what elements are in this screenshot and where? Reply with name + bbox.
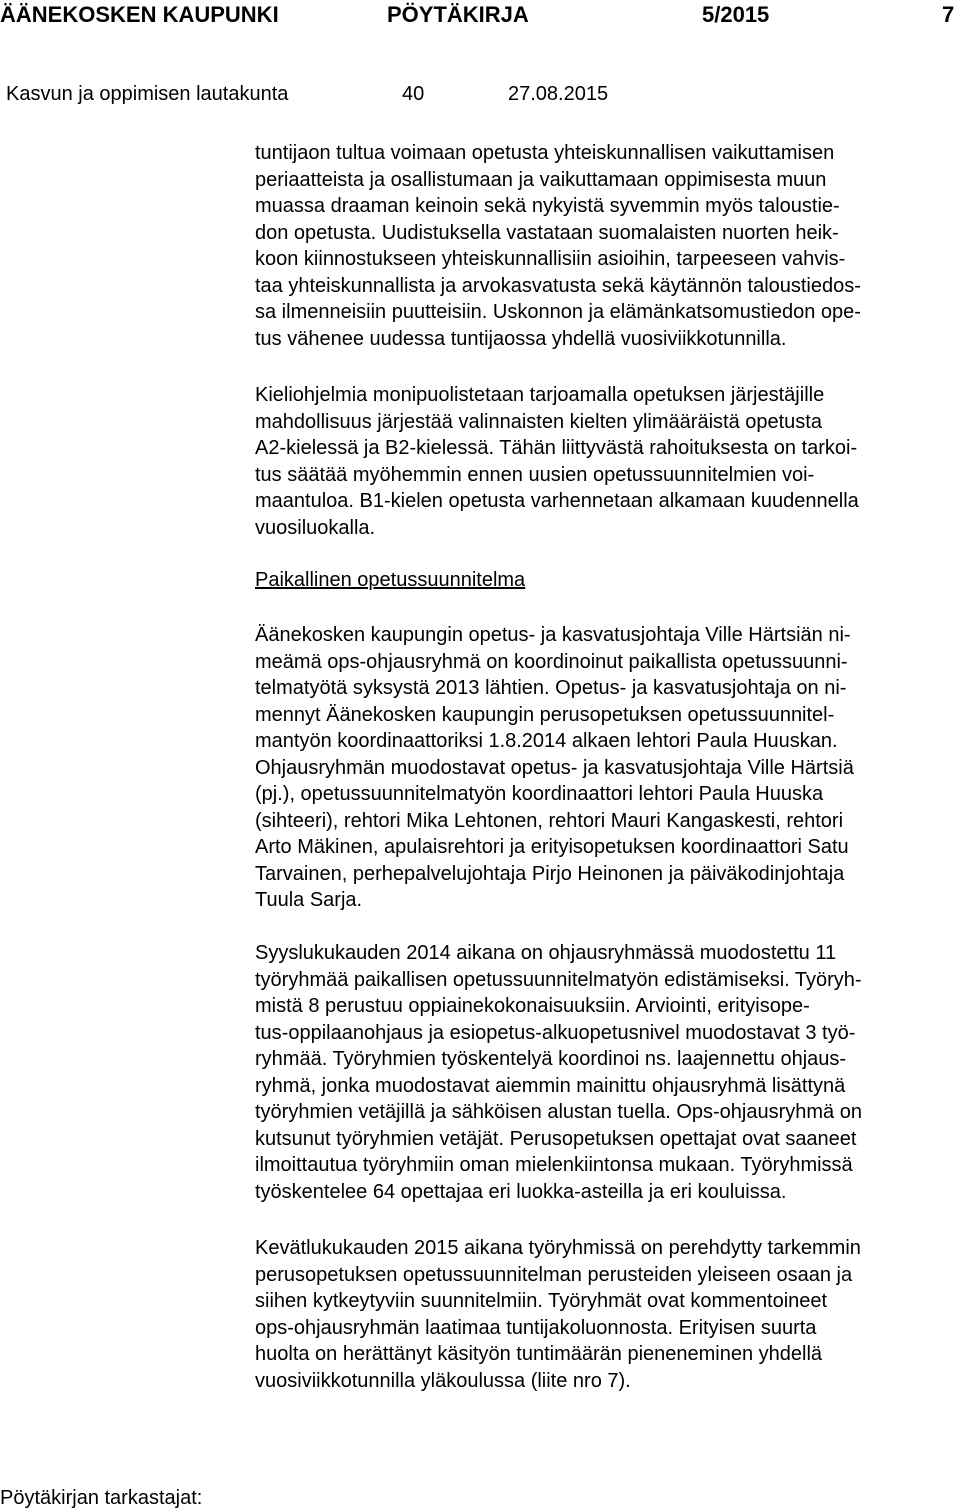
text-line: tus vähenee uudessa tuntijaossa yhdellä vuosiviikkotunnilla. [255, 327, 787, 350]
paragraph-language-programs [255, 382, 960, 541]
text-line: koon kiinnostukseen yhteiskunnallisiin asioihin, tarpeeseen vahvis- [255, 248, 846, 270]
meeting-date: 27.08.2015 [508, 83, 609, 105]
text-line: A2-kielessä ja B2-kielessä. Tähän liittyvästä rahoituksesta on tarkoi- [255, 437, 858, 459]
text-line: periaatteista ja osallistumaan ja vaikuttamaan oppimisesta muun [255, 168, 827, 191]
committee-name: Kasvun ja oppimisen lautakunta [6, 83, 289, 105]
paragraph-steering-group [255, 622, 960, 914]
page-number: 7 [942, 2, 955, 27]
text-line: Tuula Sarja. [255, 889, 363, 911]
text-line: Äänekosken kaupungin opetus- ja kasvatusjohtaja Ville Härtsiän ni- [255, 624, 851, 646]
paragraph-spring-2015 [255, 1235, 960, 1394]
text-line: työryhmien vetäjillä ja sähköisen alustan tuella. Ops-ohjausryhmä on [255, 1101, 862, 1123]
document-type: PÖYTÄKIRJA [387, 2, 529, 27]
text-line: työskentelee 64 opettajaa eri luokka-asteilla ja eri kouluissa. [255, 1180, 787, 1203]
text-line: mantyön koordinaattoriksi 1.8.2014 alkaen lehtori Paula Huuskan. [255, 730, 838, 752]
text-line: taa yhteiskunnallista ja arvokasvatusta sekä käytännön taloustiedos- [255, 274, 861, 297]
text-line: ops-ohjausryhmän laatimaa tuntijakoluonnosta. Erityisen suurta [255, 1316, 817, 1339]
text-line: Arto Mäkinen, apulaisrehtori ja erityisopetuksen koordinaattori Satu [255, 836, 849, 858]
text-line: sa ilmenneisiin puutteisiin. Uskonnon ja elämänkatsomustiedon ope- [255, 301, 861, 323]
text-line: mennyt Äänekosken kaupungin perusopetuksen opetussuunnitel- [255, 703, 835, 726]
text-line: ryhmä, jonka muodostavat aiemmin mainittu ohjausryhmä lisättynä [255, 1074, 846, 1097]
text-line: huolta on herättänyt käsityön tuntimäärän pieneneminen yhdellä [255, 1343, 823, 1365]
section-number: 40 [402, 83, 425, 105]
paragraph-autumn-2014 [255, 940, 960, 1205]
text-line: kutsunut työryhmien vetäjät. Perusopetuksen opettajat ovat saaneet [255, 1127, 857, 1150]
text-line: don opetusta. Uudistuksella vastataan suomalaisten nuorten heik- [255, 221, 839, 244]
text-line: tus-oppilaanohjaus ja esiopetus-alkuopetusnivel muodostavat 3 työ- [255, 1021, 856, 1044]
organization-name: ÄÄNEKOSKEN KAUPUNKI [0, 2, 279, 27]
text-line: meämä ops-ohjausryhmä on koordinoinut paikallista opetussuunni- [255, 650, 848, 673]
text-line: työryhmää paikallisen opetussuunnitelmatyön edistämiseksi. Työryh- [255, 968, 862, 991]
text-line: vuosiviikkotunnilla yläkoulussa (liite nro 7). [255, 1369, 631, 1392]
text-line: muassa draaman keinoin sekä nykyistä syvemmin myös taloustie- [255, 195, 840, 217]
section-heading [255, 567, 960, 594]
text-line: mahdollisuus järjestää valinnaisten kielten ylimääräistä opetusta [255, 410, 822, 433]
text-line: (sihteeri), rehtori Mika Lehtonen, rehtori Mauri Kangaskesti, rehtori [255, 809, 844, 832]
text-line: ilmoittautua työryhmiin oman mielenkiintonsa mukaan. Työryhmissä [255, 1154, 853, 1176]
text-line: Ohjausryhmän muodostavat opetus- ja kasvatusjohtaja Ville Härtsiä [255, 756, 854, 779]
text-line: Kieliohjelmia monipuolistetaan tarjoamalla opetuksen järjestäjille [255, 384, 825, 406]
heading-text: Paikallinen opetussuunnitelma [255, 569, 526, 591]
text-line: maantuloa. B1-kielen opetusta varhennetaan alkamaan kuudennella [255, 490, 859, 512]
document-number: 5/2015 [702, 2, 770, 27]
minutes-checkers-label: Pöytäkirjan tarkastajat: [0, 1487, 203, 1509]
text-line: tuntijaon tultua voimaan opetusta yhteiskunnallisen vaikuttamisen [255, 142, 835, 164]
text-line: tus säätää myöhemmin ennen uusien opetussuunnitelmien voi- [255, 463, 815, 486]
text-line: vuosiluokalla. [255, 516, 376, 539]
text-line: Syyslukukauden 2014 aikana on ohjausryhmässä muodostettu 11 [255, 942, 837, 964]
text-line: siihen kytkeytyviin suunnitelmiin. Työryhmät ovat kommentoineet [255, 1290, 828, 1312]
text-line: mistä 8 perustuu oppiainekokonaisuuksiin. Arviointi, erityisope- [255, 995, 810, 1017]
text-line: perusopetuksen opetussuunnitelman perusteiden yleiseen osaan ja [255, 1263, 853, 1286]
paragraph-civic-education [255, 140, 960, 352]
text-line: Kevätlukukauden 2015 aikana työryhmissä on perehdytty tarkemmin [255, 1237, 861, 1259]
text-line: ryhmää. Työryhmien työskentelyä koordinoi ns. laajennettu ohjaus- [255, 1048, 847, 1070]
text-line: telmatyötä syksystä 2013 lähtien. Opetus- ja kasvatusjohtaja on ni- [255, 677, 847, 699]
text-line: Tarvainen, perhepalvelujohtaja Pirjo Heinonen ja päiväkodinjohtaja [255, 862, 845, 885]
text-line: (pj.), opetussuunnitelmatyön koordinaattori lehtori Paula Huuska [255, 783, 824, 805]
